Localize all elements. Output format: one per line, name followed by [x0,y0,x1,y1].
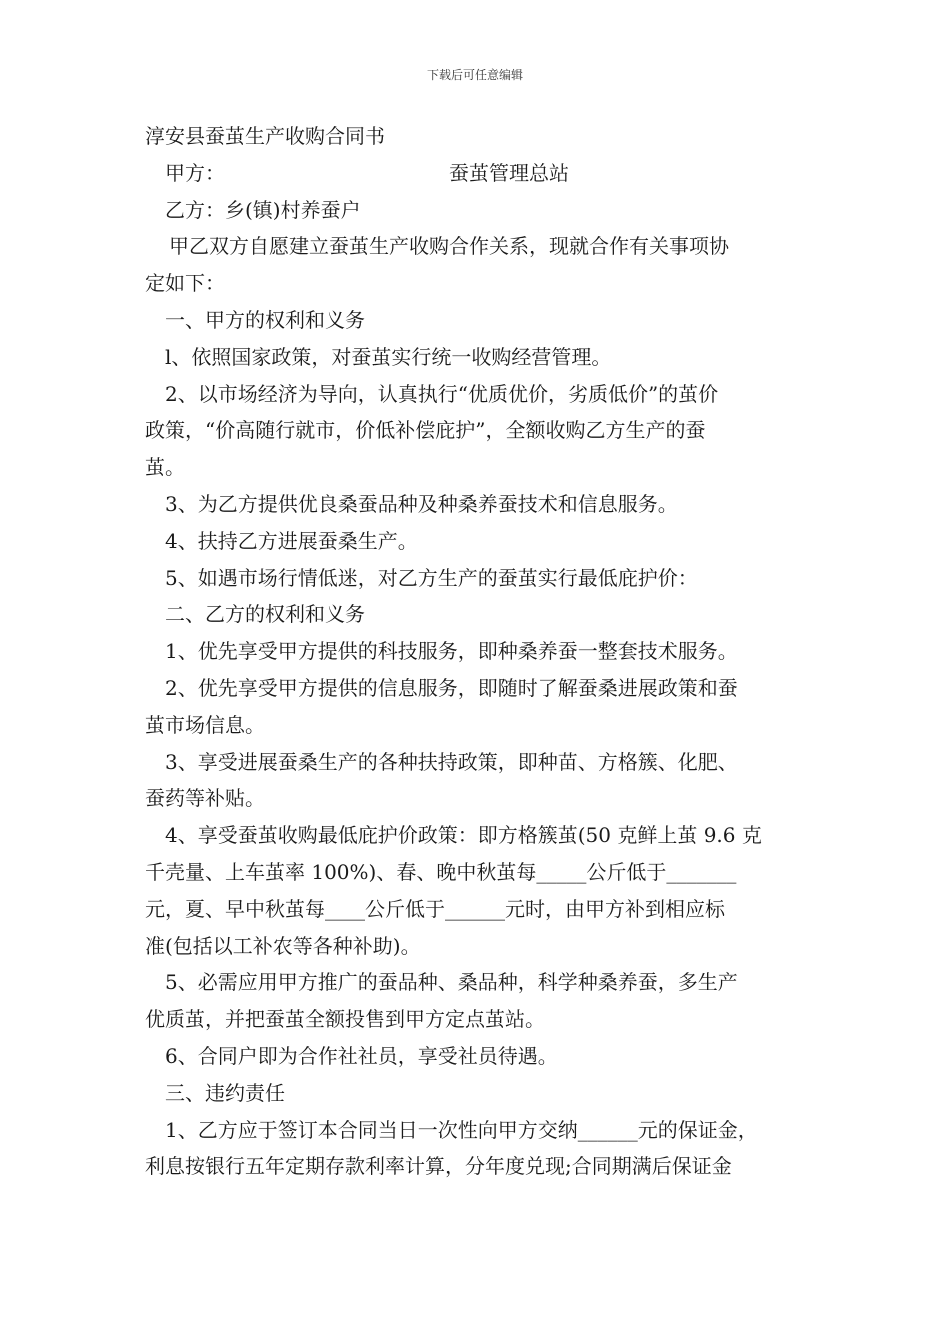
s2-item-3-line-2: 蚕药等补贴。 [145,786,265,811]
s2-item-2-line-2: 茧市场信息。 [145,712,265,737]
s1-item-3: 3、为乙方提供优良桑蚕品种及种桑养蚕技术和信息服务。 [165,491,678,516]
s1-item-5: 5、如遇市场行情低迷，对乙方生产的蚕茧实行最低庇护价： [165,565,698,590]
s1-item-1: l、依照国家政策，对蚕茧实行统一收购经营管理。 [165,344,612,369]
s3-item-1-line-2: 利息按银行五年定期存款利率计算，分年度兑现;合同期满后保证金 [145,1154,732,1179]
section-3-title: 三、违约责任 [165,1080,285,1105]
s1-item-2-line-1: 2、以市场经济为导向，认真执行“优质优价，劣质低价”的茧价 [165,381,719,406]
s1-item-2-line-3: 茧。 [145,455,185,480]
party-b-line: 乙方：乡(镇)村养蚕户 [165,197,361,222]
s1-item-2-line-2: 政策，“价高随行就市，价低补偿庇护”，全额收购乙方生产的蚕 [145,418,706,443]
section-1-title: 一、甲方的权利和义务 [165,307,365,332]
s2-item-2-line-1: 2、优先享受甲方提供的信息服务，即随时了解蚕桑进展政策和蚕 [165,675,738,700]
party-a-line [145,155,810,192]
party-a-label: 甲方： [165,160,225,185]
s3-item-1-line-1: 1、乙方应于签订本合同当日一次性向甲方交纳______元的保证金， [165,1117,758,1142]
s2-item-4-line-2: 千壳量、上车茧率 100%)、春、晚中秋茧每_____公斤低于_______ [145,859,737,884]
header-note: 下载后可任意编辑 [426,68,523,82]
intro-line-2: 定如下： [145,271,225,296]
s1-item-4: 4、扶持乙方进展蚕桑生产。 [165,528,418,553]
party-a-value: 蚕茧管理总站 [449,160,569,185]
s2-item-5-line-2: 优质茧，并把蚕茧全额投售到甲方定点茧站。 [145,1007,545,1032]
document-title: 淳安县蚕茧生产收购合同书 [145,124,385,148]
document-body [145,118,810,1185]
s2-item-4-line-4: 准(包括以工补农等各种补助)。 [145,933,421,958]
s2-item-6: 6、合同户即为合作社社员，享受社员待遇。 [165,1043,558,1068]
s2-item-4-line-3: 元，夏、早中秋茧每____公斤低于______元时，由甲方补到相应标 [145,896,725,921]
intro-line-1: 甲乙双方自愿建立蚕茧生产收购合作关系，现就合作有关事项协 [169,234,729,259]
s2-item-5-line-1: 5、必需应用甲方推广的蚕品种、桑品种，科学种桑养蚕，多生产 [165,970,738,995]
section-2-title: 二、乙方的权利和义务 [165,602,365,627]
s2-item-4-line-1: 4、享受蚕茧收购最低庇护价政策：即方格簇茧(50 克鲜上茧 9.6 克 [165,823,762,848]
s2-item-3-line-1: 3、享受进展蚕桑生产的各种扶持政策，即种苗、方格簇、化肥、 [165,749,738,774]
s2-item-1: 1、优先享受甲方提供的科技服务，即种桑养蚕一整套技术服务。 [165,639,738,664]
